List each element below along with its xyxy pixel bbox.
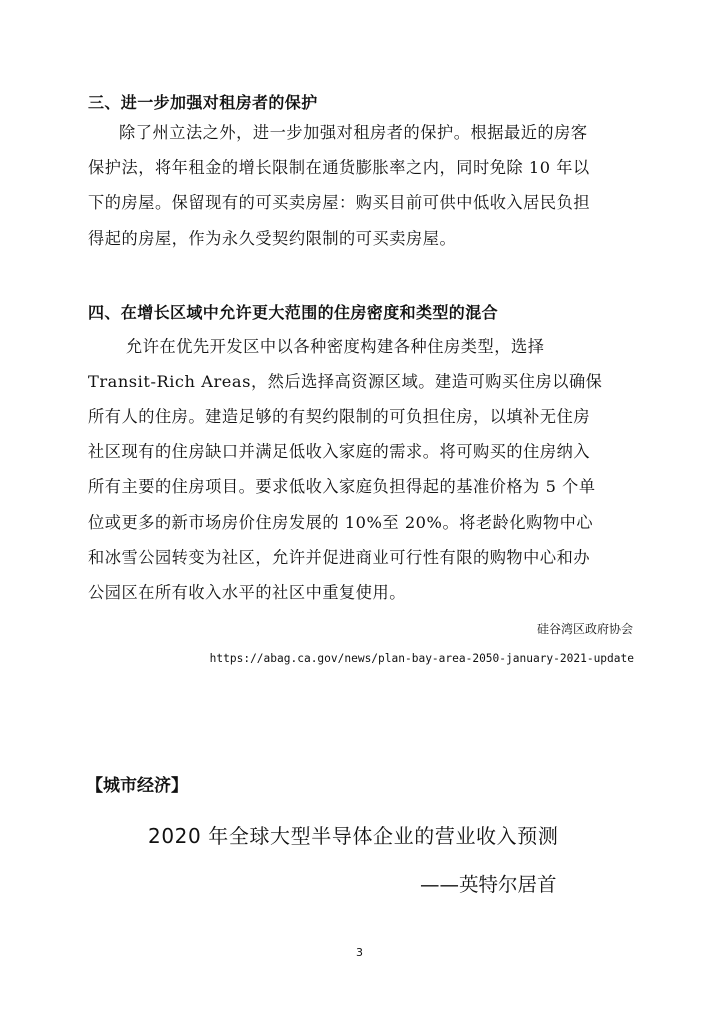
section-3-line-2: 保护法，将年租金的增长限制在通货膨胀率之内，同时免除 10 年以 xyxy=(88,158,590,177)
article-title: 2020 年全球大型半导体企业的营业收入预测 xyxy=(148,824,559,848)
category-label: 【城市经济】 xyxy=(86,776,188,796)
section-4-line-2: Transit-Rich Areas，然后选择高资源区域。建造可购买住房以确保 xyxy=(88,372,603,391)
page-number: 3 xyxy=(356,946,363,959)
section-3-heading: 三、进一步加强对租房者的保护 xyxy=(88,93,318,112)
section-4-line-8: 公园区在所有收入水平的社区中重复使用。 xyxy=(88,583,407,602)
section-4-heading: 四、在增长区域中允许更大范围的住房密度和类型的混合 xyxy=(88,303,499,322)
section-3-line-1: 除了州立法之外，进一步加强对租房者的保护。根据最近的房客 xyxy=(119,123,588,142)
section-4-line-3: 所有人的住房。建造足够的有契约限制的可负担住房，以填补无住房 xyxy=(88,407,591,426)
section-3-line-3: 下的房屋。保留现有的可买卖房屋：购买目前可供中低收入居民负担 xyxy=(88,193,591,212)
section-4-line-6: 位或更多的新市场房价住房发展的 10%至 20%。将老龄化购物中心 xyxy=(88,513,594,532)
section-4-line-7: 和冰雪公园转变为社区，允许并促进商业可行性有限的购物中心和办 xyxy=(88,548,591,567)
section-4-line-5: 所有主要的住房项目。要求低收入家庭负担得起的基准价格为 5 个单 xyxy=(88,477,596,496)
section-4-line-4: 社区现有的住房缺口并满足低收入家庭的需求。将可购买的住房纳入 xyxy=(88,442,591,461)
section-3-line-4: 得起的房屋，作为永久受契约限制的可买卖房屋。 xyxy=(88,229,457,248)
section-4-line-1: 允许在优先开发区中以各种密度构建各种住房类型，选择 xyxy=(126,337,545,356)
source-organization: 硅谷湾区政府协会 xyxy=(536,622,633,636)
article-subtitle: ——英特尔居首 xyxy=(420,873,557,896)
source-url[interactable]: https://abag.ca.gov/news/plan-bay-area-2050-january-2021-update xyxy=(209,652,634,665)
